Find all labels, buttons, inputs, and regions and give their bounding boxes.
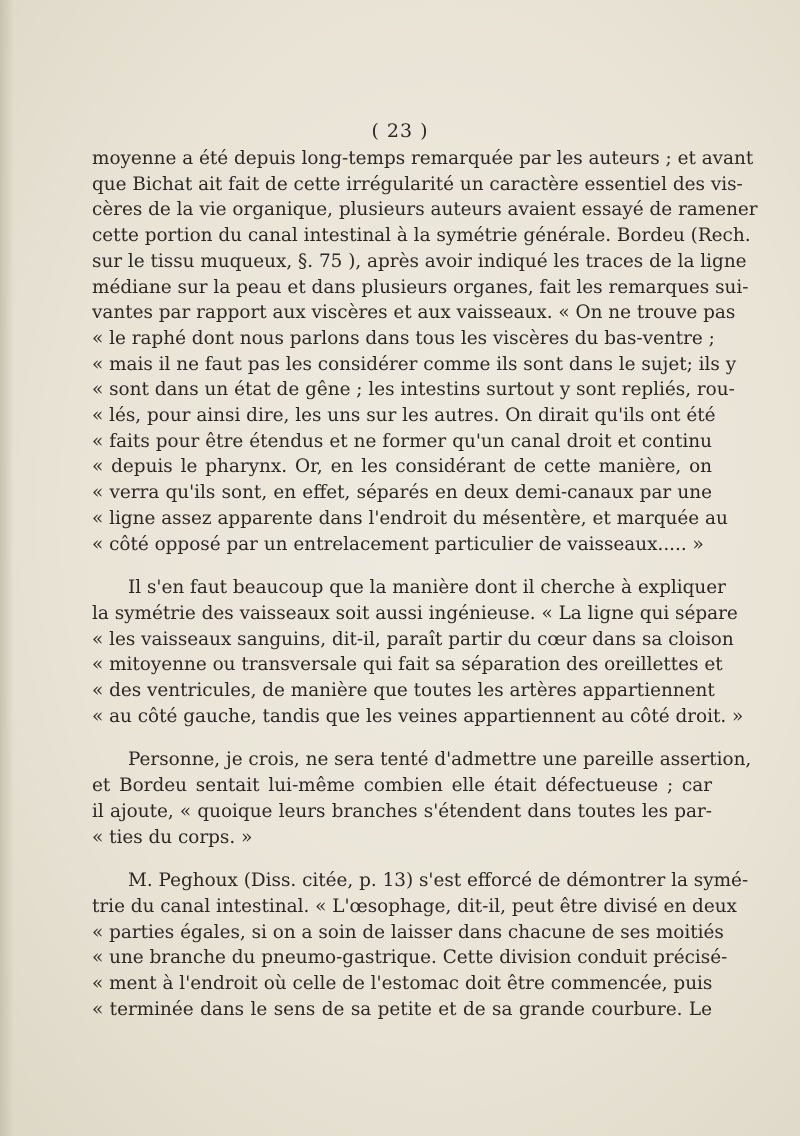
text-line: « ligne assez apparente dans l'endroit du mésentère, et marquée au (92, 507, 728, 529)
text-line: « des ventricules, de manière que toutes les artères appartiennent (92, 680, 715, 702)
text-line: moyenne a été depuis long-temps remarquée par les auteurs ; et avant (92, 148, 754, 169)
text-line: que Bichat ait fait de cette irrégularité un caractère essentiel des vis- (92, 173, 743, 195)
text-line: « depuis le pharynx. Or, en les considérant de cette manière, on (92, 456, 712, 478)
text-line: « parties égales, si on a soin de laisser dans chacune de ses moitiés (92, 921, 724, 943)
text-line: M. Peghoux (Diss. citée, p. 13) s'est efforcé de démontrer la symé- (128, 870, 749, 892)
text-line: cères de la vie organique, plusieurs auteurs avaient essayé de ramener (92, 199, 758, 221)
text-line: vantes par rapport aux viscères et aux vaisseaux. « On ne trouve pas (92, 302, 736, 324)
text-line: et Bordeu sentait lui-même combien elle était défectueuse ; car (92, 775, 712, 797)
text-line: « ties du corps. » (92, 826, 253, 848)
text-line: « ment à l'endroit où celle de l'estomac doit être commencée, puis (92, 973, 713, 995)
text-line: « faits pour être étendus et ne former qu'un canal droit et continu (92, 430, 712, 452)
text-line: « verra qu'ils sont, en effet, séparés en deux demi-canaux par une (92, 482, 712, 504)
text-line: « les vaisseaux sanguins, dit-il, paraît partir du cœur dans sa cloison (92, 628, 734, 650)
text-line: « côté opposé par un entrelacement particulier de vaisseaux..... » (92, 533, 704, 555)
text-line: cette portion du canal intestinal à la symétrie générale. Bordeu (Rech. (92, 225, 751, 247)
text-line: « au côté gauche, tandis que les veines appartiennent au côté droit. » (92, 705, 744, 727)
text-line: « terminée dans le sens de sa petite et de sa grande courbure. Le (92, 998, 712, 1020)
text-line: trie du canal intestinal. « L'œsophage, dit-il, peut être divisé en deux (92, 895, 737, 917)
text-line: Personne, je crois, ne sera tenté d'admettre une pareille assertion, (128, 749, 752, 771)
paragraph-1 (92, 146, 758, 557)
text-line: « une branche du pneumo-gastrique. Cette division conduit précisé- (92, 947, 728, 969)
text-line: sur le tissu muqueux, §. 75 ), après avoir indiqué les traces de la ligne (92, 250, 747, 272)
paragraph-3 (92, 747, 752, 850)
body-text (92, 146, 758, 1023)
text-line: il ajoute, « quoique leurs branches s'étendent dans toutes les par- (92, 800, 712, 822)
paragraph-2 (92, 575, 744, 729)
text-line: « mitoyenne ou transversale qui fait sa séparation des oreillettes et (92, 654, 723, 676)
text-line: « lés, pour ainsi dire, les uns sur les autres. On dirait qu'ils ont été (92, 405, 716, 427)
text-line: la symétrie des vaisseaux soit aussi ingénieuse. « La ligne qui sépare (92, 602, 738, 624)
page-edge-shadow (0, 0, 14, 1136)
text-line: Il s'en faut beaucoup que la manière dont il cherche à expliquer (128, 577, 726, 599)
text-line: médiane sur la peau et dans plusieurs organes, fait les remarques sui- (92, 276, 749, 298)
text-line: « le raphé dont nous parlons dans tous les viscères du bas-ventre ; (92, 327, 715, 349)
paragraph-4 (92, 868, 749, 1022)
text-line: « mais il ne faut pas les considérer comme ils sont dans le sujet; ils y (92, 353, 737, 375)
page-number: ( 23 ) (371, 120, 429, 142)
text-line: « sont dans un état de gêne ; les intestins surtout y sont repliés, rou- (92, 379, 735, 401)
